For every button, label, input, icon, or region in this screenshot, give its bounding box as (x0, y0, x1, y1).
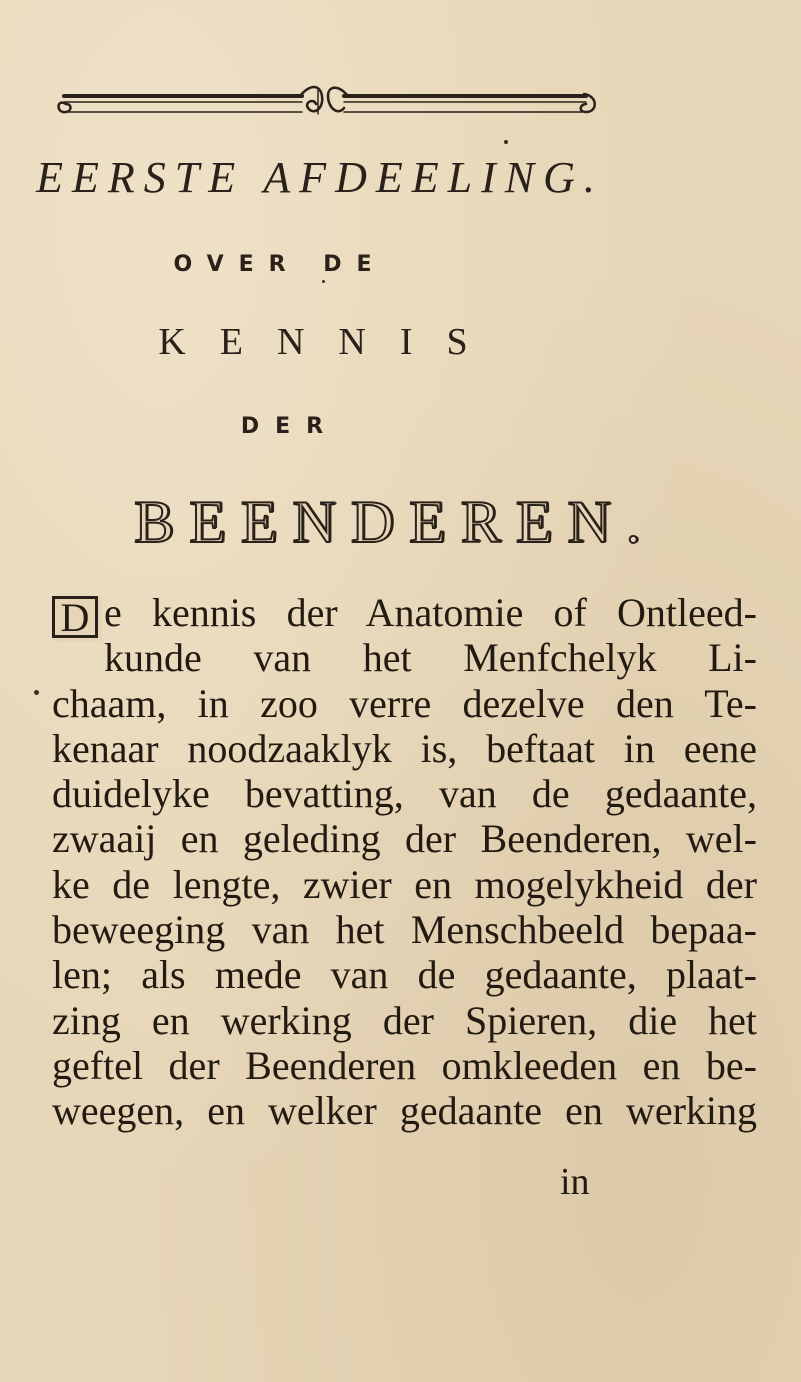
text-line: zwaaij en geleding der Beenderen, wel- (52, 816, 757, 862)
main-title: BEENDEREN. (134, 489, 656, 555)
section-title: EERSTE AFDEELING. (36, 153, 604, 202)
body-paragraph (52, 590, 757, 1134)
paper-speck (504, 140, 508, 144)
text-line: geftel der Beenderen omkleeden en be- (52, 1042, 757, 1088)
catchword: in (560, 1161, 590, 1203)
ornament-rule-icon (52, 78, 600, 130)
paper-speck (34, 690, 39, 695)
text-line: kunde van het Menfchelyk Li- (104, 635, 757, 681)
text-line: zing en werking der Spieren, die het (52, 997, 757, 1043)
text-line: weegen, en welker gedaante en werking (52, 1088, 757, 1134)
subtitle-der: DER (240, 414, 340, 439)
text-line: chaam, in zoo verre dezelve den Te- (52, 680, 757, 726)
text-line: beweeging van het Menschbeeld bepaa- (52, 907, 757, 953)
drop-cap-letter: D (52, 596, 98, 638)
text-line: len; als mede van de gedaante, plaat- (52, 952, 757, 998)
text-line: e kennis der Anatomie of Ontleed- (104, 590, 757, 635)
subtitle-over-de: OVER DE (173, 252, 387, 277)
text-line: duidelyke bevatting, van de gedaante, (52, 771, 757, 817)
text-line: kenaar noodzaaklyk is, beftaat in eene (52, 725, 757, 771)
subtitle-kennis: KENNIS (158, 321, 502, 363)
paper-speck (322, 280, 325, 283)
text-line: ke de lengte, zwier en mogelykheid der (52, 861, 757, 907)
